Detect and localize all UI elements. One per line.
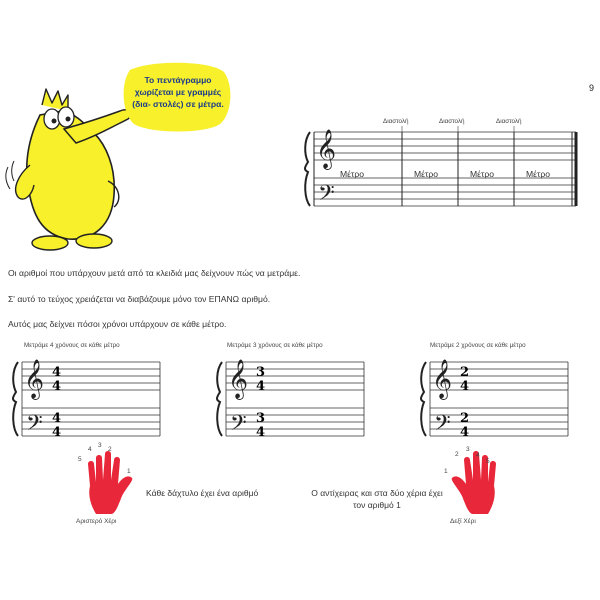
staff-caption: Μετράμε 2 χρόνους σε κάθε μέτρο [430, 342, 526, 349]
time-sig-bottom: 4 [52, 425, 62, 440]
treble-clef-icon: 𝄞 [316, 129, 337, 169]
finger-number: 3 [466, 446, 470, 453]
time-sig-top: 2 [460, 365, 470, 380]
barline-label: Διαστολή [383, 118, 409, 125]
time-sig-bottom: 4 [256, 379, 266, 394]
measure-label: Μέτρο [526, 169, 551, 179]
thumb-number-text: Ο αντίχειρας και στα δύο χέρια έχει τον αριθμό 1 [311, 488, 443, 510]
staff-caption: Μετράμε 3 χρόνους σε κάθε μέτρο [227, 342, 323, 349]
right-hand-icon [442, 448, 502, 516]
staff-caption: Μετράμε 4 χρόνους σε κάθε μέτρο [24, 342, 120, 349]
bass-clef-icon: 𝄢 [318, 181, 335, 211]
finger-number-text: Κάθε δάχτυλο έχει ένα αριθμό [146, 488, 259, 498]
finger-number: 2 [108, 446, 112, 453]
finger-number: 1 [127, 468, 131, 475]
finger-number: 4 [476, 452, 480, 459]
left-hand-icon [82, 448, 142, 516]
right-hand-caption: Δεξί Χέρι [450, 518, 476, 525]
body-text-line: Αυτός μας δείχνει πόσοι χρόνοι υπάρχουν σε κάθε μέτρο. [8, 319, 227, 329]
treble-clef-icon: 𝄞 [228, 359, 249, 399]
barline-label: Διαστολή [496, 118, 522, 125]
speech-bubble-text: Το πεντάγραμμο χωρίζεται με γραμμές (δια- στολές) σε μέτρα. [132, 75, 224, 109]
time-sig-top: 4 [52, 365, 62, 380]
treble-clef-icon: 𝄞 [432, 359, 453, 399]
body-text-line: Οι αριθμοί που υπάρχουν μετά από τα κλειδιά μας δείχνουν πώς να μετράμε. [8, 268, 301, 278]
page-number: 9 [589, 83, 595, 93]
bass-clef-icon: 𝄢 [230, 411, 247, 441]
barline-label: Διαστολή [439, 118, 465, 125]
staff-four-four [13, 359, 160, 441]
left-hand-caption: Αριστερό Χέρι [76, 518, 117, 525]
staff-two-four [421, 359, 568, 441]
staff-three-four [217, 359, 364, 441]
time-sig-bottom: 4 [460, 379, 470, 394]
time-sig-top: 3 [256, 411, 266, 426]
time-sig-bottom: 4 [256, 425, 266, 440]
bass-clef-icon: 𝄢 [26, 411, 43, 441]
grand-staff-measures [300, 110, 590, 225]
body-text-line: Σ' αυτό το τεύχος χρειάζεται να διαβάζουμε μόνο τον ΕΠΑΝΩ αριθμό. [8, 294, 271, 304]
finger-number: 1 [444, 468, 448, 475]
time-signature-staves [10, 350, 600, 450]
bass-clef-icon: 𝄢 [434, 411, 451, 441]
time-sig-bottom: 4 [52, 379, 62, 394]
time-sig-top: 4 [52, 411, 62, 426]
measure-label: Μέτρο [470, 169, 495, 179]
finger-number: 5 [486, 458, 490, 465]
measure-label: Μέτρο [414, 169, 439, 179]
finger-number: 2 [455, 451, 459, 458]
finger-number: 5 [78, 456, 82, 463]
finger-number: 3 [98, 442, 102, 449]
measure-label: Μέτρο [340, 169, 365, 179]
time-sig-bottom: 4 [460, 425, 470, 440]
time-sig-top: 2 [460, 411, 470, 426]
finger-number: 4 [88, 446, 92, 453]
time-sig-top: 3 [256, 365, 266, 380]
treble-clef-icon: 𝄞 [24, 359, 45, 399]
